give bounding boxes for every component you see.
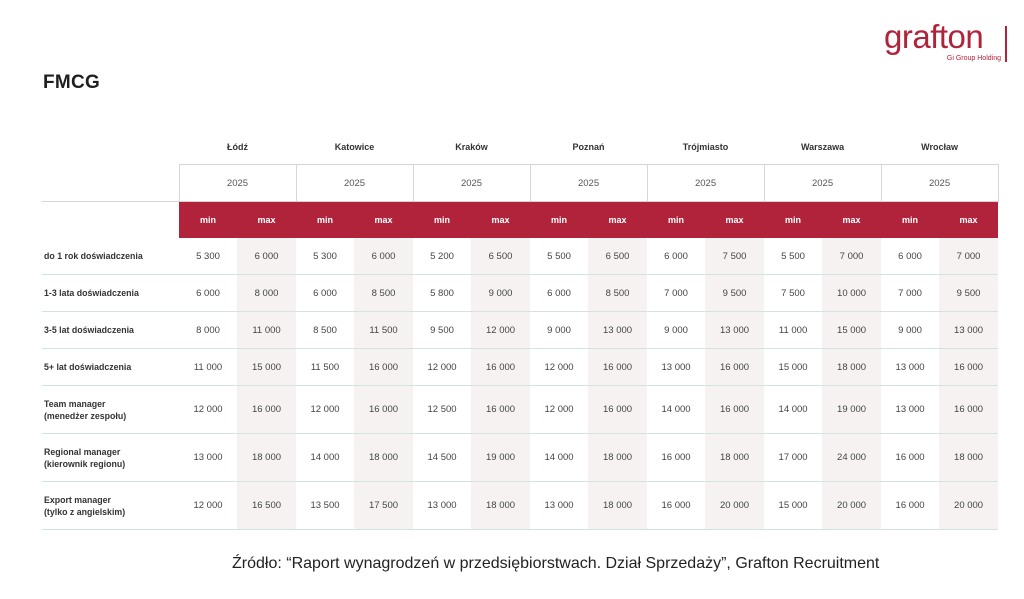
max-value: 15 000 <box>237 349 296 386</box>
min-value: 7 500 <box>764 275 822 312</box>
year-header: 2025 <box>413 165 530 202</box>
max-value: 9 000 <box>471 275 530 312</box>
row-label-line: 3-5 lat doświadczenia <box>44 325 134 335</box>
min-value: 5 200 <box>413 238 471 275</box>
max-value: 18 000 <box>588 434 647 482</box>
year-header: 2025 <box>530 165 647 202</box>
min-value: 9 000 <box>881 312 939 349</box>
min-header: min <box>179 202 237 239</box>
min-value: 15 000 <box>764 482 822 530</box>
row-label-line: 1-3 lata doświadczenia <box>44 288 139 298</box>
year-header-row <box>42 165 998 202</box>
max-value: 16 000 <box>354 386 413 434</box>
year-header: 2025 <box>881 165 998 202</box>
max-value: 11 000 <box>237 312 296 349</box>
city-header: Katowice <box>334 142 375 152</box>
row-label-line: Export manager <box>44 494 111 505</box>
max-header: max <box>354 202 413 239</box>
min-value: 16 000 <box>647 434 705 482</box>
row-label-line: (menedżer zespołu) <box>44 410 127 421</box>
row-label-line: Regional manager <box>44 446 121 457</box>
min-value: 12 500 <box>413 386 471 434</box>
max-value: 16 000 <box>471 349 530 386</box>
table-row <box>42 434 998 482</box>
row-label <box>42 275 179 312</box>
max-value: 7 000 <box>822 238 881 275</box>
min-value: 11 000 <box>764 312 822 349</box>
max-value: 16 000 <box>471 386 530 434</box>
min-value: 14 000 <box>764 386 822 434</box>
logo-subtitle: Gi Group Holding <box>946 55 1001 62</box>
min-value: 14 000 <box>296 434 354 482</box>
min-value: 13 500 <box>296 482 354 530</box>
min-value: 12 000 <box>530 349 588 386</box>
min-value: 5 500 <box>764 238 822 275</box>
max-value: 7 000 <box>939 238 998 275</box>
max-value: 16 000 <box>588 349 647 386</box>
max-value: 18 000 <box>237 434 296 482</box>
row-label <box>42 312 179 349</box>
max-header: max <box>822 202 881 239</box>
row-label <box>42 482 179 530</box>
row-label-line: do 1 rok doświadczenia <box>44 251 143 261</box>
max-value: 20 000 <box>939 482 998 530</box>
min-value: 9 000 <box>530 312 588 349</box>
min-header: min <box>764 202 822 239</box>
row-label <box>42 434 179 482</box>
max-value: 16 000 <box>705 386 764 434</box>
salary-table <box>42 130 999 530</box>
table-row <box>42 386 998 434</box>
min-value: 16 000 <box>881 482 939 530</box>
min-header: min <box>647 202 705 239</box>
max-header: max <box>588 202 647 239</box>
year-header: 2025 <box>647 165 764 202</box>
city-header: Wrocław <box>921 142 958 152</box>
logo-wordmark: grafton <box>884 18 984 55</box>
max-value: 16 000 <box>237 386 296 434</box>
grafton-logo <box>884 20 1012 68</box>
min-header: min <box>413 202 471 239</box>
min-value: 5 300 <box>179 238 237 275</box>
max-value: 6 500 <box>471 238 530 275</box>
source-note: Źródło: “Raport wynagrodzeń w przedsiębiorstwach. Dział Sprzedaży”, Grafton Recruitment <box>232 555 880 572</box>
min-value: 7 000 <box>647 275 705 312</box>
min-value: 6 000 <box>296 275 354 312</box>
max-value: 16 500 <box>237 482 296 530</box>
min-value: 13 000 <box>179 434 237 482</box>
corner-cell <box>42 130 179 165</box>
min-value: 7 000 <box>881 275 939 312</box>
min-header: min <box>530 202 588 239</box>
max-value: 16 000 <box>354 349 413 386</box>
max-value: 12 000 <box>471 312 530 349</box>
city-header: Poznań <box>572 142 605 152</box>
max-value: 16 000 <box>939 386 998 434</box>
max-value: 6 000 <box>237 238 296 275</box>
max-value: 18 000 <box>471 482 530 530</box>
min-value: 9 500 <box>413 312 471 349</box>
max-value: 10 000 <box>822 275 881 312</box>
corner-cell <box>42 165 179 202</box>
row-label <box>42 386 179 434</box>
min-value: 6 000 <box>530 275 588 312</box>
max-value: 16 000 <box>705 349 764 386</box>
min-value: 9 000 <box>647 312 705 349</box>
max-value: 9 500 <box>939 275 998 312</box>
row-label <box>42 238 179 275</box>
min-value: 16 000 <box>881 434 939 482</box>
max-value: 8 000 <box>237 275 296 312</box>
table-row <box>42 482 998 530</box>
min-value: 16 000 <box>647 482 705 530</box>
max-value: 18 000 <box>354 434 413 482</box>
max-value: 9 500 <box>705 275 764 312</box>
max-header: max <box>237 202 296 239</box>
year-header: 2025 <box>179 165 296 202</box>
min-value: 8 500 <box>296 312 354 349</box>
max-value: 13 000 <box>705 312 764 349</box>
city-header: Warszawa <box>800 142 845 152</box>
max-value: 6 500 <box>588 238 647 275</box>
max-value: 16 000 <box>588 386 647 434</box>
min-value: 11 000 <box>179 349 237 386</box>
max-value: 7 500 <box>705 238 764 275</box>
max-header: max <box>939 202 998 239</box>
min-value: 5 500 <box>530 238 588 275</box>
max-value: 19 000 <box>822 386 881 434</box>
max-value: 18 000 <box>939 434 998 482</box>
min-header: min <box>881 202 939 239</box>
row-label-line: 5+ lat doświadczenia <box>44 362 132 372</box>
min-value: 13 000 <box>881 349 939 386</box>
max-value: 18 000 <box>822 349 881 386</box>
min-max-header-row <box>42 202 998 239</box>
city-header: Kraków <box>455 142 488 152</box>
max-value: 20 000 <box>822 482 881 530</box>
max-value: 11 500 <box>354 312 413 349</box>
max-value: 16 000 <box>939 349 998 386</box>
min-value: 12 000 <box>530 386 588 434</box>
min-value: 13 000 <box>881 386 939 434</box>
city-header-row <box>42 130 998 165</box>
max-value: 17 500 <box>354 482 413 530</box>
corner-cell <box>42 202 179 239</box>
city-header: Łódź <box>227 142 248 152</box>
min-value: 12 000 <box>179 386 237 434</box>
max-value: 13 000 <box>939 312 998 349</box>
min-value: 12 000 <box>296 386 354 434</box>
year-header: 2025 <box>764 165 881 202</box>
max-value: 13 000 <box>588 312 647 349</box>
min-value: 8 000 <box>179 312 237 349</box>
min-value: 13 000 <box>647 349 705 386</box>
table-row <box>42 275 998 312</box>
table-row <box>42 349 998 386</box>
max-value: 15 000 <box>822 312 881 349</box>
max-value: 6 000 <box>354 238 413 275</box>
row-label-line: (kierownik regionu) <box>44 458 126 469</box>
max-value: 18 000 <box>705 434 764 482</box>
row-label-line: Team manager <box>44 398 106 409</box>
table-row <box>42 312 998 349</box>
max-header: max <box>705 202 764 239</box>
min-value: 6 000 <box>179 275 237 312</box>
min-value: 11 500 <box>296 349 354 386</box>
min-value: 13 000 <box>413 482 471 530</box>
min-header: min <box>296 202 354 239</box>
min-value: 14 000 <box>530 434 588 482</box>
table-row <box>42 238 998 275</box>
max-value: 18 000 <box>588 482 647 530</box>
max-value: 19 000 <box>471 434 530 482</box>
min-value: 15 000 <box>764 349 822 386</box>
max-header: max <box>471 202 530 239</box>
min-value: 6 000 <box>647 238 705 275</box>
min-value: 5 800 <box>413 275 471 312</box>
page-title: FMCG <box>43 72 101 93</box>
min-value: 5 300 <box>296 238 354 275</box>
min-value: 13 000 <box>530 482 588 530</box>
max-value: 8 500 <box>354 275 413 312</box>
logo-bar <box>1005 26 1007 62</box>
min-value: 17 000 <box>764 434 822 482</box>
min-value: 14 000 <box>647 386 705 434</box>
row-label-line: (tylko z angielskim) <box>44 506 126 517</box>
max-value: 24 000 <box>822 434 881 482</box>
min-value: 14 500 <box>413 434 471 482</box>
row-label <box>42 349 179 386</box>
max-value: 8 500 <box>588 275 647 312</box>
max-value: 20 000 <box>705 482 764 530</box>
min-value: 12 000 <box>413 349 471 386</box>
salary-table-body <box>42 130 998 530</box>
min-value: 12 000 <box>179 482 237 530</box>
city-header: Trójmiasto <box>682 142 729 152</box>
min-value: 6 000 <box>881 238 939 275</box>
year-header: 2025 <box>296 165 413 202</box>
